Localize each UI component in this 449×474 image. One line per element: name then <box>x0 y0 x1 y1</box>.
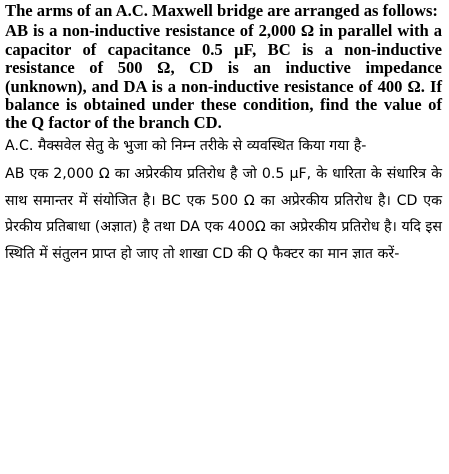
english-question-intro: The arms of an A.C. Maxwell bridge are arranged as follows: <box>5 1 438 20</box>
question-block <box>5 0 442 267</box>
hindi-question-intro: A.C. मैक्सवेल सेतु के भुजा को निम्न तरीके से व्यवस्थित किया गया है- <box>5 137 367 154</box>
hindi-question-body: AB एक 2,000 Ω का अप्रेरकीय प्रतिरोध है जो 0.5 μF, के धारिता के संधारित्र के साथ समान्तर में संयोजित है। BC एक 500 Ω का अप्रेरकीय प्रतिरोध है। CD एक प्रेरकीय प्रतिबाधा (अज्ञात) है तथा DA एक 400Ω का अप्रेरकीय प्रतिरोध है। यदि इस स्थिति में संतुलन प्राप्त हो जाए तो शाखा CD की Q फैक्टर का मान ज्ञात करें- <box>5 166 442 262</box>
english-question-body: AB is a non-inductive resistance of 2,000 Ω in parallel with a capacitor of capacitance 0.5 μF, BC is a non-inductive resistance of 500 Ω, CD is an inductive impedance (unknown), and DA is a non-inductive resistance of 400 Ω. If balance is obtained under these condition, find the value of the Q factor of the branch CD. <box>5 21 442 133</box>
